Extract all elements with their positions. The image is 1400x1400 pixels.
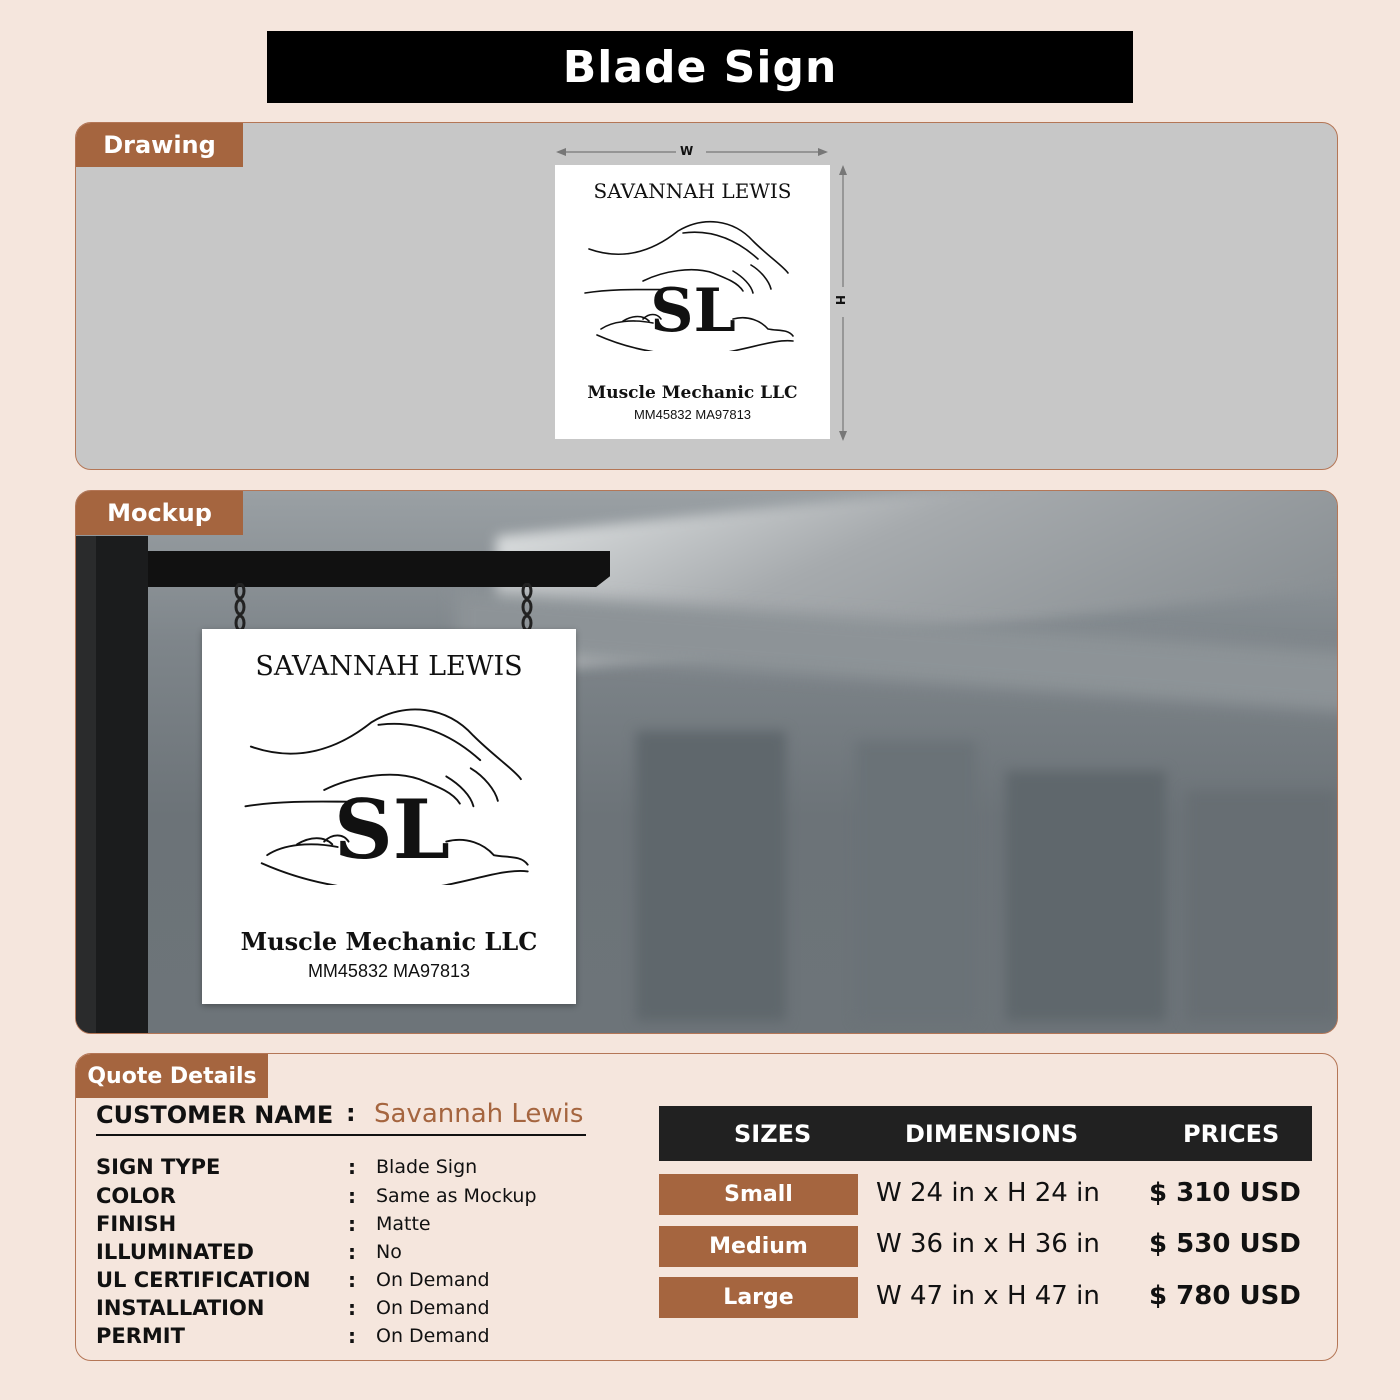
quote-panel [75,1053,1338,1361]
drawing-panel [75,122,1338,470]
width-label: W [680,144,694,158]
hands-logo-icon [583,211,803,351]
spec-value: Same as Mockup [376,1185,537,1207]
monogram: SL [333,782,451,878]
size-small-button[interactable]: Small [659,1174,858,1215]
spec-value: Matte [376,1213,431,1235]
size-medium-button[interactable]: Medium [659,1226,858,1267]
spec-label: ILLUMINATED [96,1240,254,1264]
spec-value: No [376,1241,402,1263]
size-large-button[interactable]: Large [659,1277,858,1318]
spec-value: On Demand [376,1269,490,1291]
price-table-header [659,1106,1312,1161]
spec-value: Blade Sign [376,1156,478,1178]
chain-icon [520,583,534,635]
header-prices: PRICES [1183,1120,1280,1148]
spec-colon: : [348,1184,356,1208]
spec-row [96,1184,616,1212]
spec-row [96,1240,616,1268]
sign-name: SAVANNAH LEWIS [255,651,523,682]
customer-colon: : [346,1099,356,1127]
spec-label: UL CERTIFICATION [96,1268,311,1292]
sign-post-shade [76,536,96,1034]
price-large: $ 780 USD [1149,1281,1301,1311]
spec-colon: : [348,1296,356,1320]
hands-logo-icon [242,695,542,885]
spec-colon: : [348,1212,356,1236]
monogram: SL [650,276,736,346]
mockup-tab: Mockup [76,491,243,535]
spec-row [96,1324,616,1352]
spec-colon: : [348,1268,356,1292]
sign-license: MM45832 MA97813 [307,961,471,981]
spec-label: INSTALLATION [96,1296,265,1320]
chain-icon [233,583,247,635]
dimensions-large: W 47 in x H 47 in [876,1281,1100,1311]
window-panel [1186,791,1336,1021]
window-panel [1006,771,1166,1021]
drawing-tab: Drawing [76,123,243,167]
price-medium: $ 530 USD [1149,1229,1301,1259]
spec-colon: : [348,1240,356,1264]
customer-name-label: CUSTOMER NAME [96,1101,334,1129]
header-dimensions: DIMENSIONS [905,1120,1079,1148]
spec-value: On Demand [376,1325,490,1347]
spec-label: COLOR [96,1184,176,1208]
window-panel [856,741,976,1021]
spec-colon: : [348,1324,356,1348]
quote-tab: Quote Details [76,1054,268,1098]
spec-row [96,1155,616,1183]
sign-arm [148,551,610,587]
spec-label: SIGN TYPE [96,1155,221,1179]
spec-row [96,1212,616,1240]
sign-drawing [555,165,830,439]
mockup-panel [75,490,1338,1034]
spec-value: On Demand [376,1297,490,1319]
sign-business: Muscle Mechanic LLC [587,383,798,403]
customer-name-value: Savannah Lewis [374,1099,584,1129]
dimensions-small: W 24 in x H 24 in [876,1178,1100,1208]
sign-mockup [202,629,576,1004]
spec-colon: : [348,1155,356,1179]
spec-label: PERMIT [96,1324,185,1348]
height-label: H [833,294,848,306]
spec-label: FINISH [96,1212,177,1236]
spec-row [96,1296,616,1324]
dimensions-medium: W 36 in x H 36 in [876,1229,1100,1259]
sign-name: SAVANNAH LEWIS [593,179,792,203]
spec-row [96,1268,616,1296]
sign-license: MM45832 MA97813 [633,407,752,422]
price-small: $ 310 USD [1149,1178,1301,1208]
customer-underline [96,1134,586,1136]
header-sizes: SIZES [734,1120,812,1148]
window-panel [636,731,786,1021]
sign-business: Muscle Mechanic LLC [240,927,538,956]
page-title: Blade Sign [267,31,1133,103]
